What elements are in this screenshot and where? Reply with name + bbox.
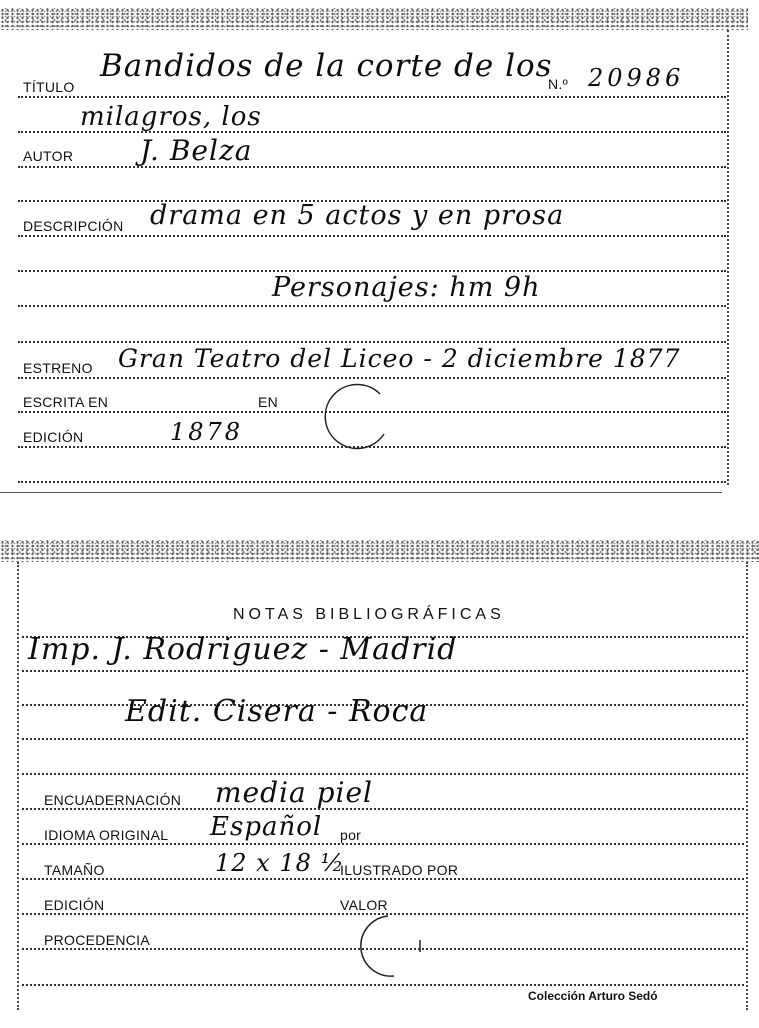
handwritten-characters: Personajes: hm 9h: [272, 272, 541, 303]
label-estreno: ESTRENO: [23, 360, 93, 376]
handwritten-title-line1: Bandidos de la corte de los: [100, 48, 553, 84]
label-autor: AUTOR: [23, 148, 74, 164]
handwritten-original-language: Español: [210, 812, 323, 842]
handwritten-premiere: Gran Teatro del Liceo - 2 diciembre 1877: [118, 344, 681, 373]
notes-heading: NOTAS BIBLIOGRÁFICAS: [233, 606, 505, 623]
handwritten-edition-year: 1878: [170, 418, 244, 446]
label-encuadernacion: ENCUADERNACIÓN: [44, 792, 182, 808]
label-escrita-en: ESCRITA EN: [23, 394, 109, 410]
ruled-line: [22, 843, 744, 845]
label-procedencia: PROCEDENCIA: [44, 932, 150, 948]
handwritten-title-line2: milagros, los: [80, 102, 262, 132]
label-titulo: TÍTULO: [23, 79, 75, 95]
ruled-line: [22, 808, 744, 810]
card-back-left-border: [17, 562, 19, 1010]
handwritten-description: drama en 5 actos y en prosa: [150, 200, 565, 231]
handwritten-catalog-number: 20986: [588, 64, 685, 92]
ruled-line: [22, 670, 744, 672]
ruled-line: [18, 166, 726, 168]
label-en: EN: [258, 394, 279, 410]
label-edicion-back: EDICIÓN: [44, 897, 105, 913]
punch-hole-mark: [322, 384, 392, 454]
ruled-line: [22, 984, 744, 986]
label-descripcion: DESCRIPCIÓN: [23, 218, 124, 234]
ruled-line: [22, 878, 744, 880]
ruled-line: [18, 305, 726, 307]
card-back-right-border: [746, 562, 748, 1010]
collection-footer: Colección Arturo Sedó: [528, 989, 658, 1003]
label-valor: VALOR: [340, 897, 388, 913]
card-back-top-edge: [0, 540, 759, 562]
handwritten-author: J. Belza: [140, 134, 253, 167]
card-front-bottom-edge: [0, 492, 722, 493]
card-front-right-border: [727, 30, 729, 485]
label-idioma-original: IDIOMA ORIGINAL: [44, 827, 169, 843]
ruled-line: [18, 341, 726, 343]
ruled-line: [22, 773, 744, 775]
handwritten-binding: media piel: [215, 776, 373, 809]
ruled-line: [18, 377, 726, 379]
label-numero: N.º: [548, 76, 569, 92]
card-front-top-edge: [0, 8, 748, 30]
ruled-line: [22, 738, 744, 740]
label-edicion: EDICIÓN: [23, 429, 84, 445]
label-ilustrado-por: ILUSTRADO POR: [340, 862, 459, 878]
ruled-line: [18, 235, 726, 237]
ruled-line: [18, 96, 726, 98]
label-por: por: [340, 827, 362, 843]
handwritten-note-publisher: Edit. Cisera - Roca: [125, 694, 429, 729]
handwritten-size: 12 x 18 ½: [215, 849, 345, 877]
punch-hole-mark: [358, 914, 428, 984]
label-tamano: TAMAÑO: [44, 862, 105, 878]
ruled-line: [18, 481, 726, 483]
handwritten-note-printer: Imp. J. Rodriguez - Madrid: [28, 632, 458, 667]
